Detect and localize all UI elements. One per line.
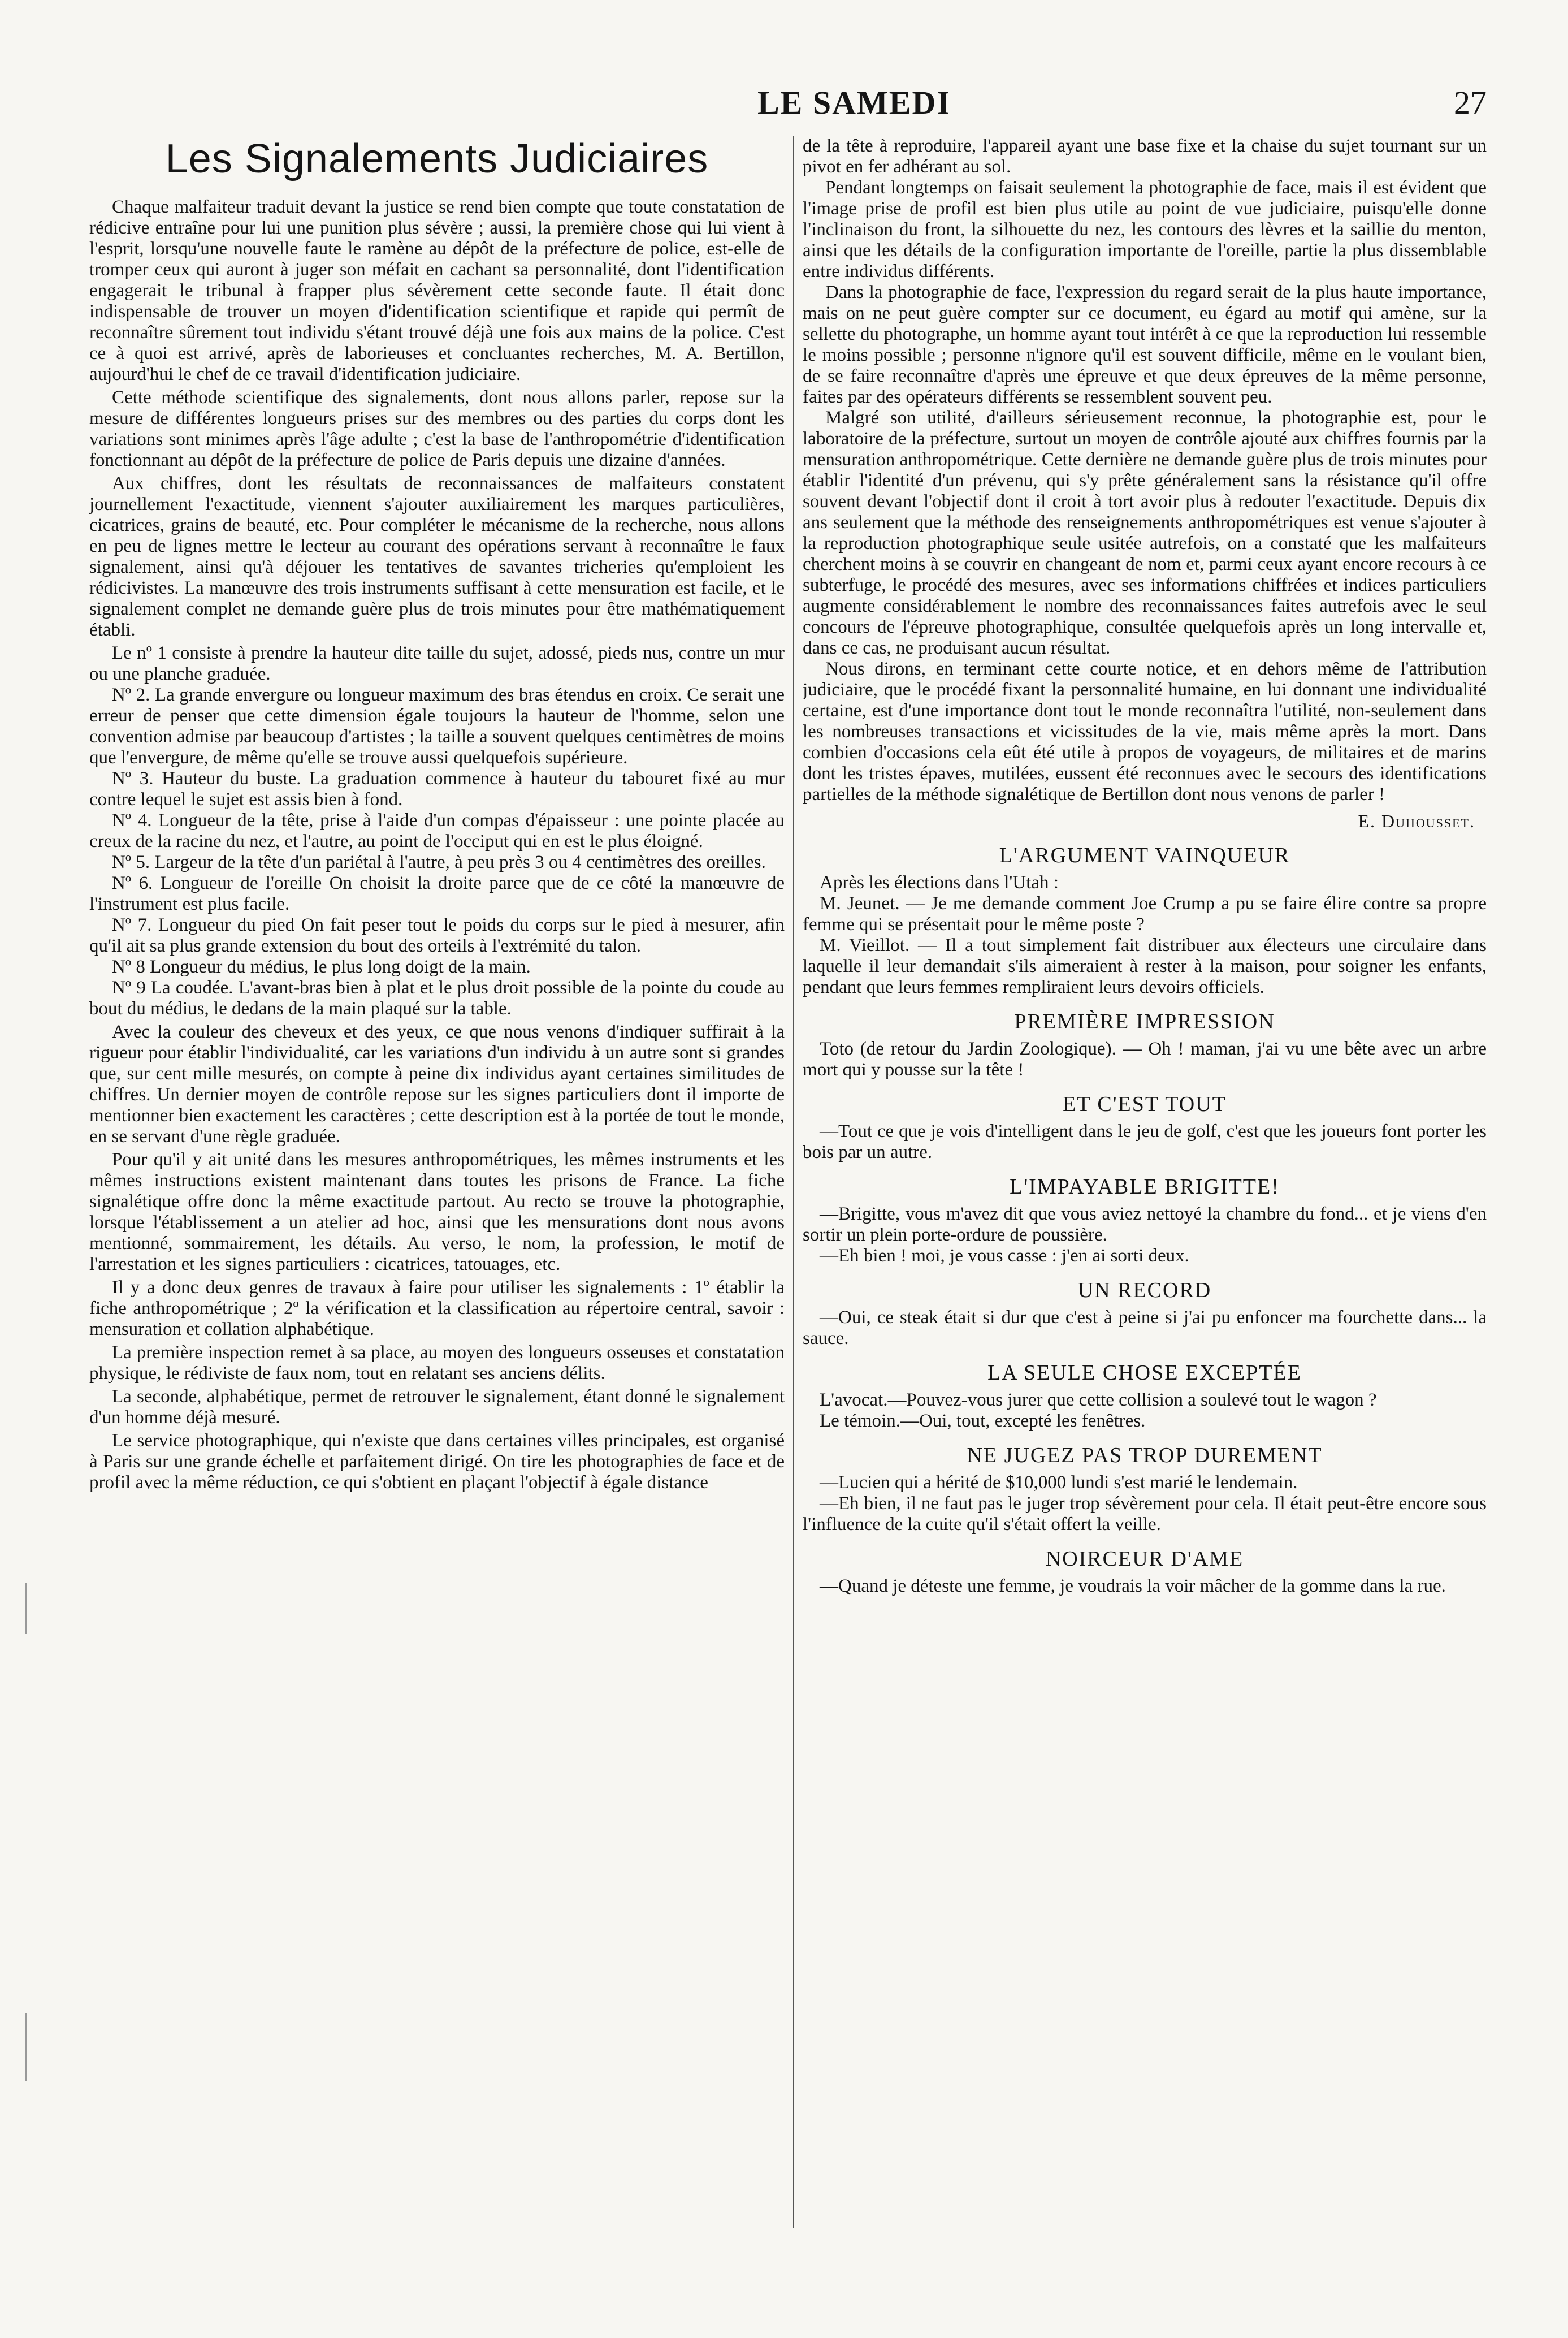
article-paragraph: Nº 6. Longueur de l'oreille On choisit la droite parce que de ce côté la manœuvre de l'instrument est plus facile. xyxy=(89,873,785,914)
joke-section xyxy=(803,1092,1487,1163)
article-paragraph: Nº 7. Longueur du pied On fait peser tout le poids du corps sur le pied à mesurer, afin qu'il ait sa plus grande extension du bout des orteils à l'extrémité du talon. xyxy=(89,915,785,956)
scan-edge-mark xyxy=(25,1583,27,1634)
joke-section xyxy=(803,1278,1487,1349)
joke-line: —Lucien qui a hérité de $10,000 lundi s'est marié le lendemain. xyxy=(820,1472,1298,1493)
article-paragraph: Nº 5. Largeur de la tête d'un pariétal à l'autre, à peu près 3 ou 4 centimètres des oreilles. xyxy=(112,852,766,872)
article-paragraph: Nº 9 La coudée. L'avant-bras bien à plat et le plus droit possible de la pointe du coude au bout du médius, le dedans de la main plaqué sur la table. xyxy=(89,978,785,1019)
article-paragraph: Cette méthode scientifique des signalements, dont nous allons parler, repose sur la mesure de différentes longueurs prises sur des membres ou des parties du corps dont les variations sont minimes après l'âge adulte ; c'est la base de l'anthropométrie d'identification fonctionnant au dépôt de la préfecture de police de Paris depuis une dizaine d'années. xyxy=(89,387,785,470)
article-paragraph: Avec la couleur des cheveux et des yeux, ce que nous venons d'indiquer suffirait à la rigueur pour établir l'individualité, car les variations d'un individu à un autre sont si grandes que, sur cent mille mesurés, on compte à peine dix individus ayant certaines similitudes de chiffres. Un dernier moyen de contrôle repose sur les signes particuliers dont il importe de mentionner bien exactement les caractères ; cette description est à la portée de tout le monde, en se servant d'une règle graduée. xyxy=(89,1022,785,1147)
joke-line: —Oui, ce steak était si dur que c'est à peine si j'ai pu enfoncer ma fourchette dans... la sauce. xyxy=(803,1307,1487,1349)
article-paragraph: La seconde, alphabétique, permet de retrouver le signalement, étant donné le signalement d'un homme déjà mesuré. xyxy=(89,1386,785,1428)
running-head xyxy=(90,84,1487,129)
joke-heading: L'IMPAYABLE BRIGITTE! xyxy=(1010,1175,1280,1199)
joke-line: —Quand je déteste une femme, je voudrais la voir mâcher de la gomme dans la rue. xyxy=(820,1576,1446,1596)
left-article-body xyxy=(89,197,785,1493)
joke-section xyxy=(803,843,1487,998)
article-paragraph: Chaque malfaiteur traduit devant la justice se rend bien compte que toute constatation de rédicive entraîne pour lui une punition plus sévère ; aussi, la première chose qui lui vient à l'esprit, lorsqu'une nouvelle faute le ramène au dépôt de la préfecture de police, est-elle de tromper ceux qui auront à juger son méfait en cachant sa personnalité, dont l'identification engagerait le tribunal à frapper plus sévèrement cette seconde faute. Il était donc indispensable de trouver un moyen d'identification scientifique et rapide qui permît de reconnaître sûrement tout individu s'étant trouvé déjà une fois aux mains de la police. C'est ce à quoi est arrivé, après de laborieuses et concluantes recherches, M. A. Bertillon, aujourd'hui le chef de ce travail d'identification judiciaire. xyxy=(89,197,785,384)
joke-heading: UN RECORD xyxy=(1077,1278,1212,1302)
right-column xyxy=(803,136,1487,2318)
joke-heading: NE JUGEZ PAS TROP DUREMENT xyxy=(967,1444,1323,1467)
joke-line: M. Vieillot. — Il a tout simplement fait distribuer aux électeurs une circulaire dans laquelle il leur demandait s'ils aimeraient à rester à la maison, pour soigner les enfants, pendant que leurs femmes rempliraient leurs devoirs officiels. xyxy=(803,935,1487,997)
joke-heading: ET C'EST TOUT xyxy=(1063,1092,1227,1116)
joke-line: —Brigitte, vous m'avez dit que vous aviez nettoyé la chambre du fond... et je viens d'en sortir un plein porte-ordure de poussière. xyxy=(803,1204,1487,1245)
article-paragraph: Nº 8 Longueur du médius, le plus long doigt de la main. xyxy=(112,957,531,977)
article-title: Les Signalements Judiciaires xyxy=(165,136,709,181)
article-paragraph: Il y a donc deux genres de travaux à faire pour utiliser les signalements : 1º établir la fiche anthropométrique ; 2º la vérification et la classification au répertoire central, savoir : mensuration et collation alphabétique. xyxy=(89,1277,785,1339)
author-signature: E. Duhousset. xyxy=(1358,811,1475,831)
joke-line: M. Jeunet. — Je me demande comment Joe Crump a pu se faire élire contre sa propre femme qui se présentait pour le même poste ? xyxy=(803,893,1487,935)
joke-section xyxy=(803,1360,1487,1432)
article-paragraph: Pendant longtemps on faisait seulement la photographie de face, mais il est évident que l'image prise de profil est bien plus utile au point de vue judiciaire, puisqu'elle donne l'inclinaison du front, la silhouette du nez, les contours des lèvres et la saillie du menton, ainsi que les détails de la configuration importante de l'oreille, partie la plus dissemblable entre individus différents. xyxy=(803,178,1487,282)
joke-line: Toto (de retour du Jardin Zoologique). — Oh ! maman, j'ai vu une bête avec un arbre mort qui y pousse sur la tête ! xyxy=(803,1039,1487,1080)
joke-section xyxy=(803,1009,1487,1081)
running-title: LE SAMEDI xyxy=(757,84,951,121)
article-paragraph: Nº 2. La grande envergure ou longueur maximum des bras étendus en croix. Ce serait une erreur de penser que cette dimension égale toujours la hauteur de l'homme, selon une convention admise par beaucoup d'artistes ; la taille a souvent quelques centimètres de moins que l'envergure, de même qu'elle se trouve aussi quelquefois supérieure. xyxy=(89,685,785,768)
column-divider xyxy=(793,136,794,2228)
joke-heading: PREMIÈRE IMPRESSION xyxy=(1014,1010,1275,1034)
article-paragraph: Nous dirons, en terminant cette courte notice, et en dehors même de l'attribution judiciaire, que le procédé fixant la personnalité humaine, en lui donnant une individualité certaine, est d'une importance dont tout le monde reconnaîtra l'utilité, non-seulement dans les nombreuses transactions et vicissitudes de la vie, mais même après la mort. Dans combien d'occasions cela eût été utile à propos de voyageurs, de militaires et de marins dont les tristes épaves, mutilées, eussent été reconnues avec le secours des identifications partielles de la méthode signalétique de Bertillon dont nous venons de parler ! xyxy=(803,659,1487,805)
article-paragraph: Malgré son utilité, d'ailleurs sérieusement reconnue, la photographie est, pour le laboratoire de la préfecture, surtout un moyen de contrôle ajouté aux chiffres fournis par la mensuration anthropométrique. Cette dernière ne demande guère plus de trois minutes pour établir l'identité d'un prévenu, qui s'y prête généralement sans la résistance qu'il offre souvent devant l'objectif dont il croit à tort avoir plus à redouter l'exactitude. Depuis dix ans seulement que la méthode des renseignements anthropométriques est venue s'ajouter à la reproduction photographique seule usitée autrefois, on a constaté que les malfaiteurs cherchent moins à se couvrir en changeant de nom et, parmi ceux ayant encore recours à ce subterfuge, le procédé des mesures, avec ses informations chiffrées et indices particuliers augmente considérablement le nombre des reconnaissances faites autrefois avec le seul concours de l'épreuve photographique, consultée quelquefois après un long intervalle et, dans ce cas, ne produisant aucun résultat. xyxy=(803,408,1487,658)
joke-line: Le témoin.—Oui, tout, excepté les fenêtres. xyxy=(820,1411,1146,1431)
joke-line: —Eh bien, il ne faut pas le juger trop sévèrement pour cela. Il était peut-être encore sous l'influence de la cuite qu'il s'était offert la veille. xyxy=(803,1493,1487,1535)
joke-heading: NOIRCEUR D'AME xyxy=(1045,1547,1244,1571)
left-column xyxy=(89,136,785,2318)
joke-section xyxy=(803,1174,1487,1267)
joke-section xyxy=(803,1546,1487,1597)
article-paragraph: Le nº 1 consiste à prendre la hauteur dite taille du sujet, adossé, pieds nus, contre un mur ou une planche graduée. xyxy=(89,643,785,684)
joke-line: —Eh bien ! moi, je vous casse : j'en ai sorti deux. xyxy=(820,1246,1189,1266)
article-paragraph: Nº 3. Hauteur du buste. La graduation commence à hauteur du tabouret fixé au mur contre lequel le sujet est assis bien à fond. xyxy=(89,768,785,810)
article-paragraph: Aux chiffres, dont les résultats de reconnaissances de malfaiteurs constatent journellement l'exactitude, viennent s'ajouter auxiliairement les marques particulières, cicatrices, grains de beauté, etc. Pour compléter le mécanisme de la recherche, nous allons en peu de lignes mettre le lecteur au courant des opérations servant à reconnaître le faux signalement, ainsi qu'à déjouer les tentatives de savantes tricheries qu'emploient les rédicivistes. La manœuvre des trois instruments suffisant à cette mensuration est facile, et le signalement complet ne demande guère plus de trois minutes pour être mathématiquement établi. xyxy=(89,473,785,640)
joke-line: L'avocat.—Pouvez-vous jurer que cette collision a soulevé tout le wagon ? xyxy=(820,1390,1377,1410)
article-paragraph: Nº 4. Longueur de la tête, prise à l'aide d'un compas d'épaisseur : une pointe placée au creux de la racine du nez, et l'autre, au point de l'occiput qui en est le plus éloigné. xyxy=(89,810,785,852)
article-paragraph: Le service photographique, qui n'existe que dans certaines villes principales, est organisé à Paris sur une grande échelle et parfaitement dirigé. On tire les photographies de face et de profil avec la même réduction, ce qui s'obtient en plaçant l'objectif à égale distance xyxy=(89,1431,785,1493)
article-paragraph: Dans la photographie de face, l'expression du regard serait de la plus haute importance, mais on ne peut guère compter sur ce document, eu égard au motif qui amène, sur la sellette du photographe, un homme ayant tout intérêt à ce que la reproduction lui ressemble le moins possible ; personne n'ignore qu'il est souvent difficile, même en le voulant bien, de se faire reconnaître d'après une épreuve et que deux épreuves de la même personne, faites par des opérateurs différents se ressemblent souvent peu. xyxy=(803,282,1487,407)
joke-heading: LA SEULE CHOSE EXCEPTÉE xyxy=(987,1361,1302,1385)
right-article-body xyxy=(803,136,1487,805)
joke-line: —Tout ce que je vois d'intelligent dans le jeu de golf, c'est que les joueurs font porter les bois par un autre. xyxy=(803,1121,1487,1162)
article-paragraph: La première inspection remet à sa place, au moyen des longueurs osseuses et constatation physique, le rédiviste de faux nom, tout en relatant ses anciens délits. xyxy=(89,1342,785,1384)
article-paragraph: de la tête à reproduire, l'appareil ayant une base fixe et la chaise du sujet tournant sur un pivot en fer adhérant au sol. xyxy=(803,136,1487,177)
scan-edge-mark xyxy=(25,2013,27,2081)
joke-section xyxy=(803,1443,1487,1535)
joke-heading: L'ARGUMENT VAINQUEUR xyxy=(999,844,1290,867)
page-number: 27 xyxy=(1454,84,1487,121)
joke-line: Après les élections dans l'Utah : xyxy=(820,872,1059,893)
article-paragraph: Pour qu'il y ait unité dans les mesures anthropométriques, les mêmes instruments et les mêmes instructions existent maintenant dans toutes les prisons de France. La fiche signalétique offre donc la même exactitude partout. Au recto se trouve la photographie, lorsque l'établissement a un atelier ad hoc, ainsi que les mensurations dont nous avons mentionné, sommairement, les détails. Au verso, le nom, la profession, le motif de l'arrestation et les signes particuliers : cicatrices, tatouages, etc. xyxy=(89,1149,785,1274)
